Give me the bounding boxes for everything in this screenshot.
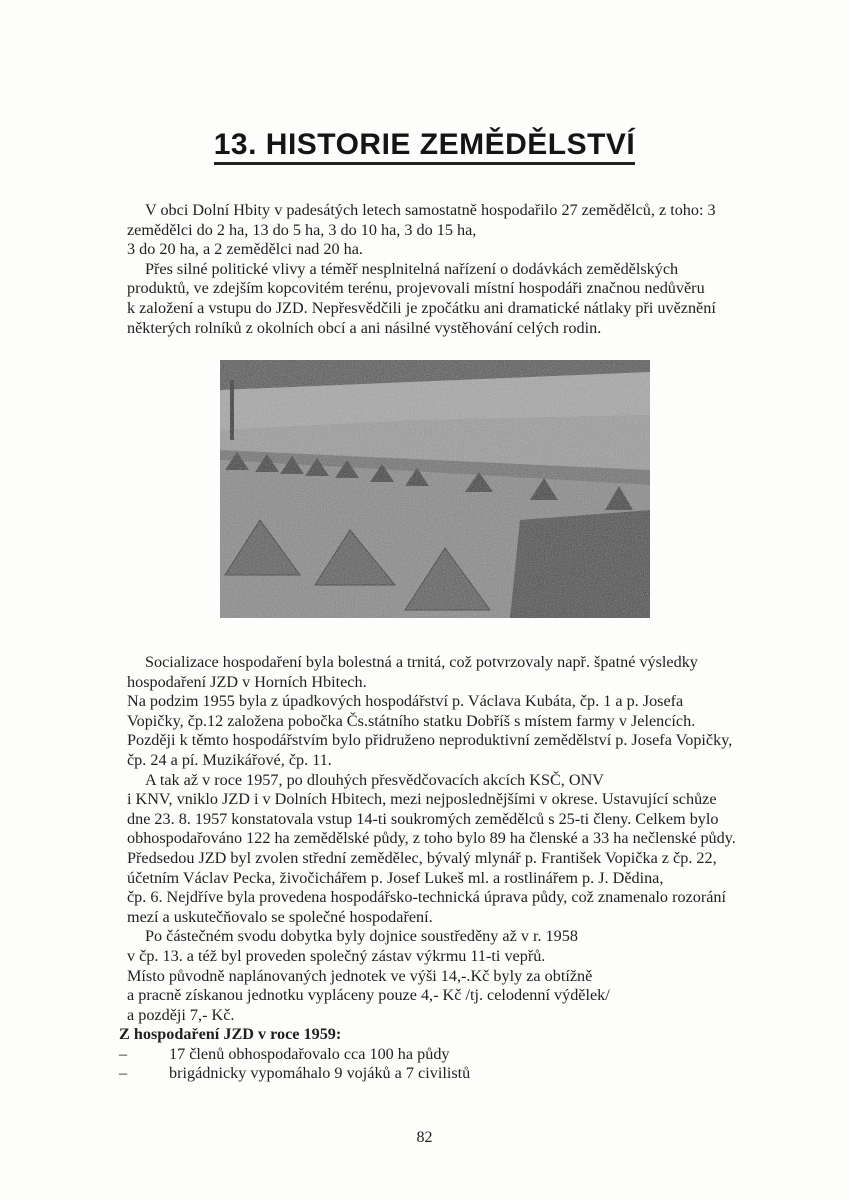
list-item: [119, 1045, 739, 1065]
text-line: dne 23. 8. 1957 konstatovala vstup 14-ti soukromých zemědělců s 25-ti členy. Celkem bylo: [127, 809, 719, 828]
section-heading: Z hospodaření JZD v roce 1959:: [119, 1025, 342, 1044]
text-line: a později 7,- Kč.: [127, 1005, 235, 1024]
text-line: i KNV, vniklo JZD i v Dolních Hbitech, mezi nejposlednějšími v okrese. Ustavující schůze: [127, 790, 717, 809]
text-line: k založení a vstupu do JZD. Nepřesvědčili je zpočátku ani dramatické nátlaky při uvěznění: [127, 298, 716, 317]
text-line: Místo původně naplánovaných jednotek ve výši 14,-.Kč byly za obtížně: [127, 966, 593, 985]
text-line: 3 do 20 ha, a 2 zemědělci nad 20 ha.: [127, 240, 363, 259]
dash-bullet: –: [119, 1064, 128, 1083]
text-line: a pracně získanou jednotku vypláceny pouze 4,- Kč /tj. celodenní výdělek/: [127, 986, 610, 1005]
text-line: obhospodařováno 122 ha zemědělské půdy, z toho bylo 89 ha členské a 33 ha nečlenské půdy.: [127, 829, 736, 848]
text-line: zemědělci do 2 ha, 13 do 5 ha, 3 do 10 ha, 3 do 15 ha,: [127, 220, 477, 239]
text-line: Socializace hospodaření byla bolestná a trnitá, což potvrzovaly např. špatné výsledky: [145, 653, 698, 671]
text-line: účetním Václav Pecka, živočichářem p. Josef Lukeš ml. a rostlinářem p. J. Dědina,: [127, 868, 664, 887]
text-line: Vopičky, čp.12 založena pobočka Čs.státního statku Dobříš s místem farmy v Jelencích.: [127, 711, 696, 730]
text-line: čp. 24 a pí. Muzikářové, čp. 11.: [127, 750, 332, 769]
text-line: čp. 6. Nejdříve byla provedena hospodářsko-technická úprava půdy, což znamenalo rozorání: [127, 888, 726, 907]
text-line: v čp. 13. a též byl proveden společný zástav výkrmu 11-ti vepřů.: [127, 946, 546, 965]
list-item-text: 17 členů obhospodařovalo cca 100 ha půdy: [169, 1044, 450, 1063]
photo-image: [220, 360, 650, 618]
harvest-field-photo: [220, 360, 650, 618]
list-item-text: brigádnicky vypomáhalo 9 vojáků a 7 civilistů: [169, 1064, 471, 1083]
text-line: A tak až v roce 1957, po dlouhých přesvědčovacích akcích KSČ, ONV: [145, 770, 604, 789]
intro-paragraph: [127, 201, 747, 338]
main-paragraph: [119, 653, 739, 1084]
page-title: 13. HISTORIE ZEMĚDĚLSTVÍ: [0, 128, 849, 162]
text-line: Později k těmto hospodářstvím bylo přidruženo neproduktivní zemědělství p. Josefa Vopičky,: [127, 731, 733, 750]
text-line: Po částečném svodu dobytka byly dojnice soustředěny až v r. 1958: [145, 927, 578, 946]
text-line: hospodaření JZD v Horních Hbitech.: [127, 672, 367, 691]
dash-bullet: –: [119, 1044, 128, 1063]
text-line: V obci Dolní Hbity v padesátých letech samostatně hospodařilo 27 zemědělců, z toho: 3: [145, 201, 716, 219]
text-line: některých rolníků z okolních obcí a ani násilné vystěhování celých rodin.: [127, 318, 602, 337]
text-line: produktů, ve zdejším kopcovitém terénu, projevovali místní hospodáři značnou nedůvěru: [127, 279, 705, 298]
page-number: 82: [416, 1129, 433, 1146]
text-line: mezí a uskutečňovalo se společné hospodaření.: [127, 907, 433, 926]
list-item: [119, 1064, 739, 1084]
text-line: Přes silné politické vlivy a téměř nesplnitelná nařízení o dodávkách zemědělských: [145, 259, 679, 278]
text-line: Na podzim 1955 byla z úpadkových hospodářství p. Václava Kubáta, čp. 1 a p. Josefa: [127, 692, 684, 711]
text-line: Předsedou JZD byl zvolen střední zemědělec, bývalý mlynář p. František Vopička z čp. 22,: [127, 848, 717, 867]
